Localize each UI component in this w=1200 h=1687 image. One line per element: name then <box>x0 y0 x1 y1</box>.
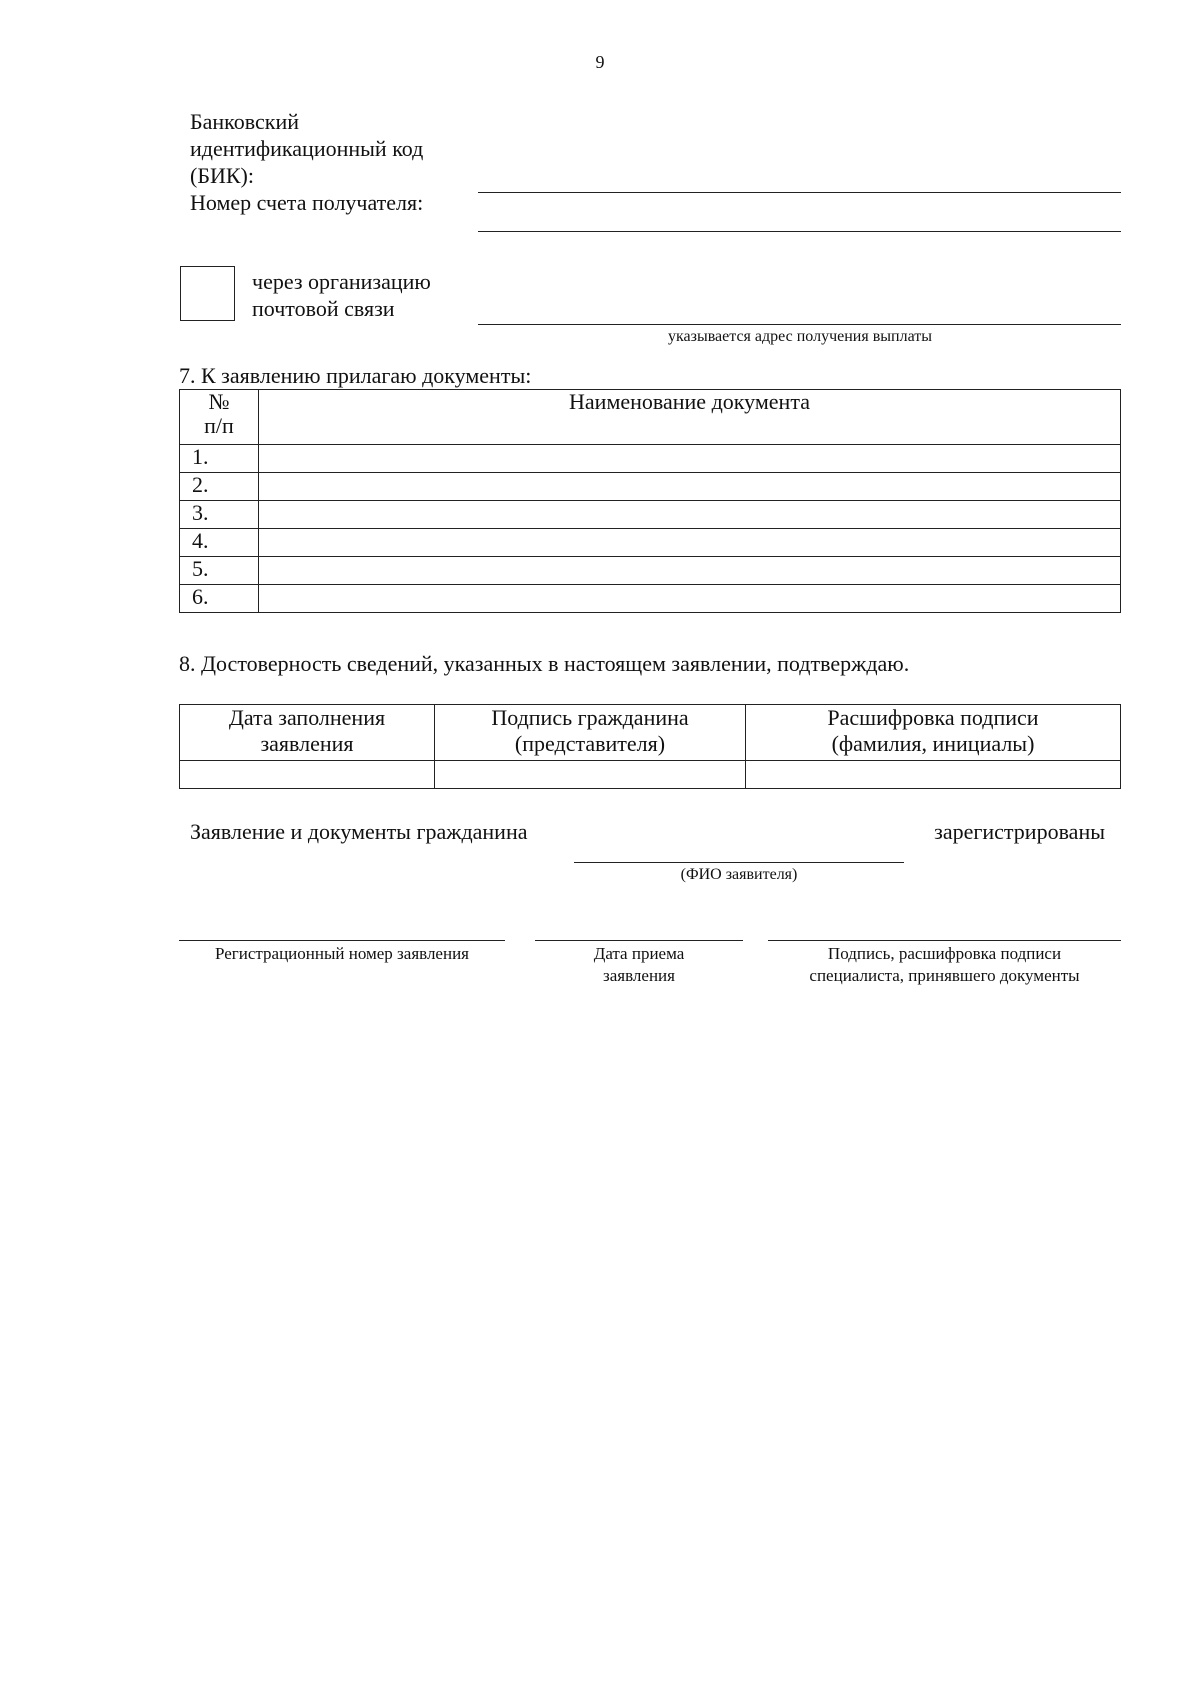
table-row <box>180 501 1121 529</box>
bik-label-line: (БИК): <box>190 163 254 188</box>
signature-input-row <box>180 761 1121 789</box>
signature-header-line: Подпись гражданина <box>491 705 689 730</box>
post-address-hint: указывается адрес получения выплаты <box>668 328 932 345</box>
post-label-line: почтовой связи <box>252 296 395 321</box>
row-number: 4. <box>180 529 259 557</box>
applicant-name-line[interactable] <box>574 862 904 863</box>
documents-table <box>179 389 1121 613</box>
fill-date-cell[interactable] <box>180 761 435 789</box>
fill-date-header <box>180 705 435 761</box>
signature-table <box>179 704 1121 789</box>
page-number: 9 <box>595 52 605 72</box>
signature-header-row <box>180 705 1121 761</box>
row-number: 1. <box>180 445 259 473</box>
specialist-caption-line: специалиста, принявшего документы <box>809 966 1080 985</box>
bik-label-line: Банковский <box>190 109 300 134</box>
post-checkbox[interactable] <box>180 266 235 321</box>
signature-header-line: (представителя) <box>514 731 666 756</box>
table-row <box>180 473 1121 501</box>
document-name-cell[interactable] <box>259 445 1121 473</box>
signature-decoding-cell[interactable] <box>746 761 1121 789</box>
registration-text: Заявление и документы гражданина <box>190 819 528 844</box>
signature-decoding-header-line: (фамилия, инициалы) <box>831 731 1035 756</box>
section7-title: 7. К заявлению прилагаю документы: <box>179 363 532 388</box>
receipt-date-caption <box>535 943 743 987</box>
col-num-header-line: № <box>208 389 230 414</box>
col-name-header: Наименование документа <box>259 390 1121 445</box>
reg-number-line[interactable] <box>179 940 505 941</box>
signature-cell[interactable] <box>435 761 746 789</box>
post-address-line[interactable] <box>478 324 1121 325</box>
document-name-cell[interactable] <box>259 473 1121 501</box>
specialist-signature-line[interactable] <box>768 940 1121 941</box>
row-number: 5. <box>180 557 259 585</box>
signature-decoding-header-line: Расшифровка подписи <box>827 705 1039 730</box>
receipt-date-caption-line: Дата приема <box>593 944 685 963</box>
section8-title: 8. Достоверность сведений, указанных в настоящем заявлении, подтверждаю. <box>179 651 910 676</box>
table-row <box>180 585 1121 613</box>
document-name-cell[interactable] <box>259 529 1121 557</box>
specialist-caption-line: Подпись, расшифровка подписи <box>827 944 1062 963</box>
row-number: 6. <box>180 585 259 613</box>
fill-date-header-line: Дата заполнения <box>228 705 386 730</box>
signature-header <box>435 705 746 761</box>
receipt-date-line[interactable] <box>535 940 743 941</box>
table-row <box>180 445 1121 473</box>
col-num-header <box>180 390 259 445</box>
col-num-header-line: п/п <box>204 413 234 438</box>
document-name-cell[interactable] <box>259 501 1121 529</box>
applicant-name-caption: (ФИО заявителя) <box>680 866 798 883</box>
bik-label <box>190 108 470 216</box>
registered-text: зарегистрированы <box>934 819 1105 844</box>
table-row <box>180 529 1121 557</box>
fill-date-header-line: заявления <box>260 731 354 756</box>
reg-number-caption: Регистрационный номер заявления <box>215 944 469 963</box>
post-label <box>252 268 431 322</box>
document-name-cell[interactable] <box>259 557 1121 585</box>
account-label: Номер счета получателя: <box>190 190 424 215</box>
bik-field-line[interactable] <box>478 192 1121 193</box>
row-number: 2. <box>180 473 259 501</box>
document-name-cell[interactable] <box>259 585 1121 613</box>
specialist-caption <box>768 943 1121 987</box>
account-field-line[interactable] <box>478 231 1121 232</box>
table-row <box>180 557 1121 585</box>
bik-label-line: идентификационный код <box>190 136 424 161</box>
post-label-line: через организацию <box>252 269 431 294</box>
receipt-date-caption-line: заявления <box>603 966 675 985</box>
row-number: 3. <box>180 501 259 529</box>
table-header-row <box>180 390 1121 445</box>
signature-decoding-header <box>746 705 1121 761</box>
